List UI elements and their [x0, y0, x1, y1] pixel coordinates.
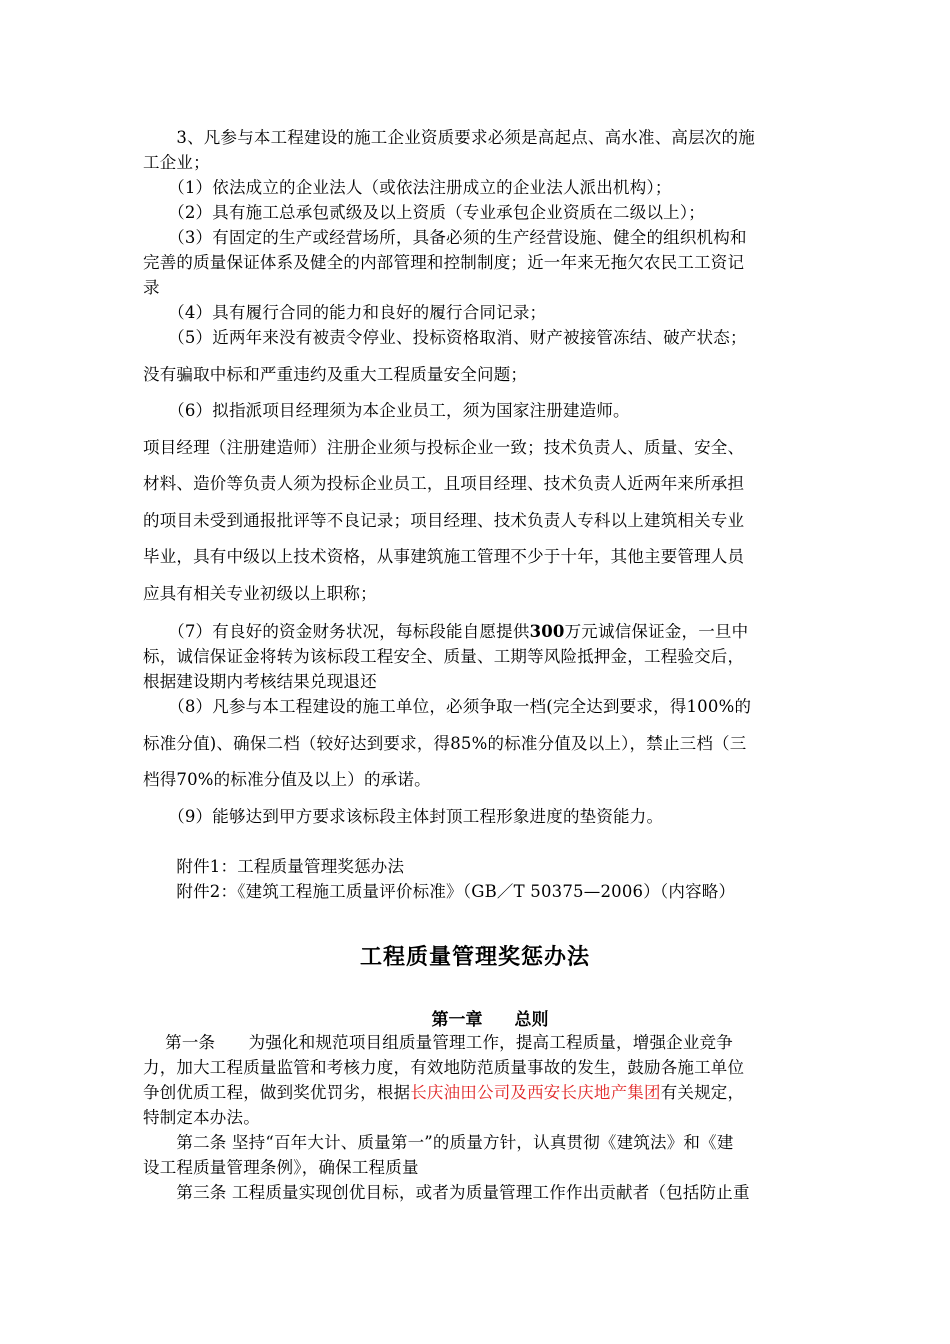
item-8-line-1: （8）凡参与本工程建设的施工单位，必须争取一档(完全达到要求，得100%的 [143, 697, 752, 716]
item-3-line-2: 完善的质量保证体系及健全的内部管理和控制制度；近一年来无拖欠农民工工资记 [143, 253, 745, 272]
document-title: 工程质量管理奖惩办法 [359, 945, 590, 970]
item-6-line-3: 材料、造价等负责人须为投标企业员工，且项目经理、技术负责人近两年来所承担 [143, 474, 745, 493]
article-1-text-a: 争创优质工程，做到奖优罚劣，根据 [143, 1083, 411, 1102]
item-7-line-3: 根据建设期内考核结果兑现退还 [143, 672, 377, 691]
item-9: （9）能够达到甲方要求该标段主体封顶工程形象进度的垫资能力。 [143, 807, 664, 826]
item-7-text-a: （7）有良好的资金财务状况，每标段能自愿提供 [143, 622, 530, 641]
article-1-line-1: 第一条 为强化和规范项目组质量管理工作，提高工程质量，增强企业竞争 [143, 1033, 733, 1052]
item-5-line-1: （5）近两年来没有被责令停业、投标资格取消、财产被接管冻结、破产状态； [143, 328, 747, 347]
paragraph-3-line-2: 工企业； [143, 153, 210, 172]
article-1-text-c: 有关规定， [660, 1083, 745, 1102]
item-6-line-4: 的项目未受到通报批评等不良记录；项目经理、技术负责人专科以上建筑相关专业 [143, 511, 745, 530]
article-1-line-3 [143, 1081, 853, 1105]
item-6-line-6: 应具有相关专业初级以上职称； [143, 584, 377, 603]
paragraph-3-line-1: 3、凡参与本工程建设的施工企业资质要求必须是高起点、高水准、高层次的施 [143, 128, 755, 147]
attachment-1: 附件1：工程质量管理奖惩办法 [143, 857, 405, 876]
item-7-text-c: 万元诚信保证金，一旦中 [564, 622, 749, 641]
item-2: （2）具有施工总承包贰级及以上资质（专业承包企业资质在二级以上）； [143, 203, 705, 222]
item-8-line-2: 标准分值)、确保二档（较好达到要求，得85%的标准分值及以上），禁止三档（三 [143, 734, 747, 753]
article-2-line-1: 第二条 坚持“百年大计、质量第一”的质量方针，认真贯彻《建筑法》和《建 [143, 1133, 734, 1152]
article-3-line-1: 第三条 工程质量实现创优目标，或者为质量管理工作作出贡献者（包括防止重 [143, 1183, 750, 1202]
item-6-line-2: 项目经理（注册建造师）注册企业须与投标企业一致；技术负责人、质量、安全、 [143, 438, 745, 457]
item-4: （4）具有履行合同的能力和良好的履行合同记录； [143, 303, 547, 322]
item-6-line-5: 毕业，具有中级以上技术资格，从事建筑施工管理不少于十年，其他主要管理人员 [143, 547, 745, 566]
item-6-line-1: （6）拟指派项目经理须为本企业员工，须为国家注册建造师。 [143, 401, 630, 420]
article-1-line-4: 特制定本办法。 [143, 1108, 260, 1127]
item-8-line-3: 档得70%的标准分值及以上）的承诺。 [143, 770, 431, 789]
attachment-2: 附件2：《建筑工程施工质量评价标准》（GB／T 50375—2006）（内容略） [143, 882, 736, 901]
article-2-line-2: 设工程质量管理条例》，确保工程质量 [143, 1158, 419, 1177]
item-3-line-1: （3）有固定的生产或经营场所，具备必须的生产经营设施、健全的组织机构和 [143, 228, 747, 247]
item-5-line-2: 没有骗取中标和严重违约及重大工程质量安全问题； [143, 365, 528, 384]
chapter-heading [0, 1005, 950, 1030]
article-1-line-2: 力，加大工程质量监管和考核力度，有效地防范质量事故的发生，鼓励各施工单位 [143, 1058, 745, 1077]
item-7-line-1 [143, 620, 853, 644]
item-7-line-2: 标，诚信保证金将转为该标段工程安全、质量、工期等风险抵押金，工程验交后， [143, 647, 745, 666]
chapter-name: 总则 [514, 1010, 549, 1030]
chapter-number: 第一章 [431, 1010, 483, 1030]
highlighted-organization: 长庆油田公司及西安长庆地产集团 [410, 1083, 661, 1102]
deposit-amount: 300 [529, 622, 565, 641]
item-1: （1）依法成立的企业法人（或依法注册成立的企业法人派出机构）； [143, 178, 672, 197]
item-3-line-3: 录 [143, 278, 160, 297]
